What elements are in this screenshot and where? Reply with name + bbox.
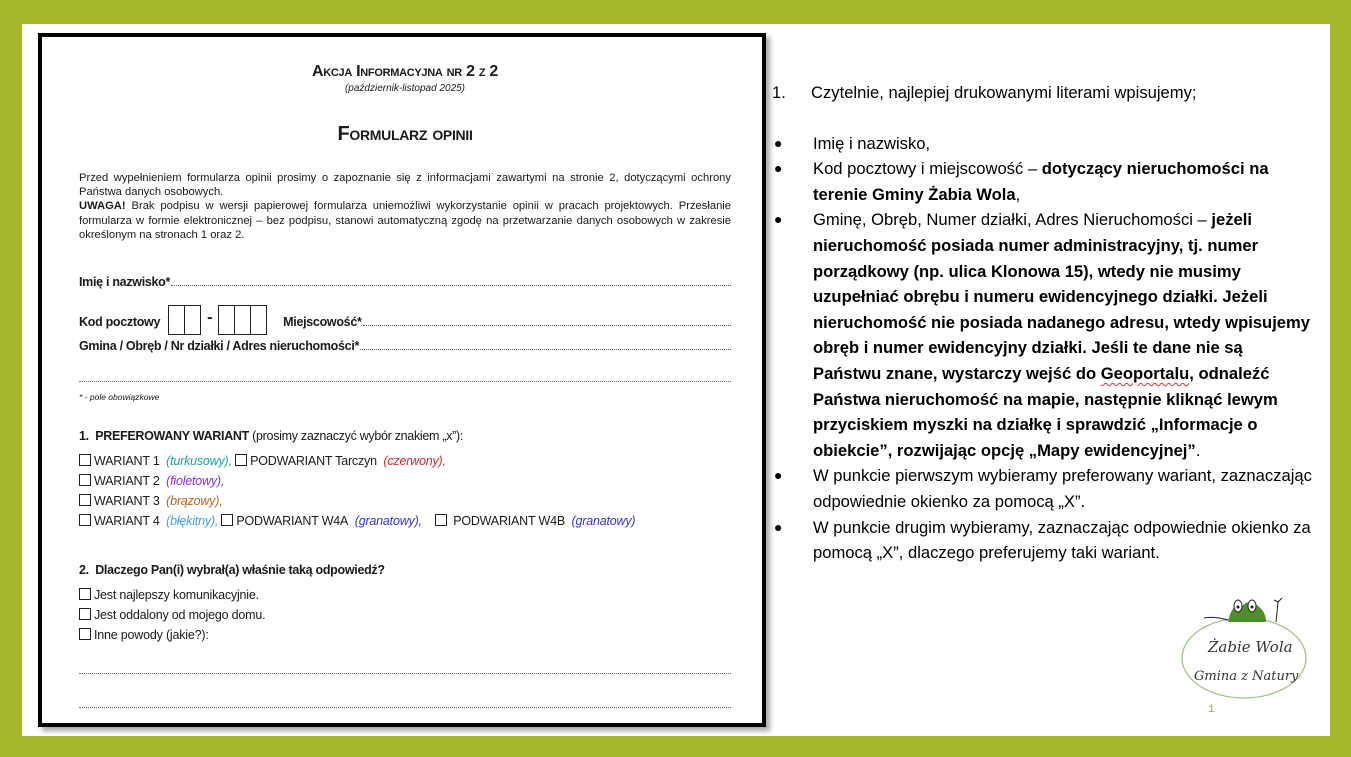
instruction-bullet: ● Kod pocztowy i miejscowość – dotyczący nieruchomości na terenie Gminy Żabia Wola,: [774, 159, 1269, 204]
instructions-text: [772, 80, 1312, 566]
intro-paragraph: Przed wypełnieniem formularza opinii prosimy o zapoznanie się z informacjami zawartymi na stronie 2, dotyczącymi ochrony Państwa danych osobowych.: [79, 172, 731, 199]
q1-options-row-3: WARIANT 3 (brązowy),: [79, 494, 222, 508]
checkbox-wariant-1: [79, 454, 91, 466]
question-1-title: PREFEROWANY WARIANT: [95, 429, 249, 443]
checkbox-podwariant-w4b: [435, 514, 447, 526]
geoportal-word: Geoportalu: [1100, 363, 1190, 383]
q1-options-row-2: WARIANT 2 (fioletowy),: [79, 474, 224, 488]
instruction-bullet: ● Gminę, Obręb, Numer działki, Adres Nieruchomości – jeżeli nieruchomość posiada numer administracyjny, tj. numer porządkowy (np. ulica Klonowa 15), wtedy nie musimy uzupełniać obrębu i numeru ewidencyjnego działki. Jeżeli nieruchomość nie posiada nadanego adresu, wtedy wpisujemy obręb i numer ewidencyjny działki. Jeśli te dane nie są Państwu znane, wystarczy wejść do Geoportalu, odnaleźć Państwa nieruchomość na mapie, następnie kliknąć lewym przyciskiem myszki na działkę i sprawdzić „Informacje o obiekcie”, rozwijając opcję „Mapy ewidencyjnej”.: [774, 210, 1311, 460]
q2-option: Jest oddalony od mojego domu.: [79, 608, 265, 622]
form-title: Formularz opinii: [337, 123, 473, 145]
city-field-label: Miejscowość*: [283, 315, 362, 329]
checkbox-podwariant-w4a: [221, 514, 233, 526]
q1-options-row-4: WARIANT 4 (błękitny), PODWARIANT W4A (granatowy), PODWARIANT W4B (granatowy): [79, 514, 635, 528]
postal-boxes-first: [168, 305, 201, 335]
q2-option: Jest najlepszy komunikacyjnie.: [79, 588, 259, 602]
other-reason-line-2: [79, 707, 731, 708]
checkbox-reason-2: [79, 608, 91, 620]
svg-text:Gmina z Natury: Gmina z Natury: [1194, 669, 1299, 684]
other-reason-line-1: [79, 673, 731, 674]
postal-boxes-second: [218, 305, 267, 335]
warning-text: Brak podpisu w wersji papierowej formularza uniemożliwi wykorzystanie opinii w pracach projektowych. Przesłanie formularza w formie elektronicznej – bez podpisu, stanowi automatyczną zgodę na przetwarzanie danych osobowych w zakresie określonym na stronach 1 oraz 2.: [79, 200, 731, 241]
question-1-heading: 1. PREFEROWANY WARIANT (prosimy zaznaczyć wybór znakiem „x”):: [79, 429, 464, 443]
checkbox-reason-1: [79, 588, 91, 600]
zabia-wola-logo-icon: [1180, 596, 1310, 706]
intro-warning: [79, 199, 731, 242]
checkbox-reason-other: [79, 628, 91, 640]
form-intro: [79, 171, 731, 242]
checkbox-wariant-2: [79, 474, 91, 486]
instruction-bullet: ● Imię i nazwisko,: [774, 133, 931, 153]
city-field-line: [363, 324, 731, 326]
warning-label: UWAGA!: [79, 200, 126, 213]
required-note: * - pole obowiązkowe: [79, 392, 160, 402]
checkbox-wariant-4: [79, 514, 91, 526]
postal-dash: -: [207, 309, 213, 326]
address-field: [79, 339, 731, 353]
svg-text:Żabie Wola: Żabie Wola: [1208, 638, 1293, 656]
q1-options-row-1: WARIANT 1 (turkusowy), PODWARIANT Tarczyn (czerwony),: [79, 454, 446, 468]
instruction-bullet: ● W punkcie drugim wybieramy, zaznaczając odpowiednie okienko za pomocą „X”, dlaczego preferujemy taki wariant.: [774, 517, 1311, 563]
instruction-item-1: 1. Czytelnie, najlepiej drukowanymi literami wpisujemy;: [772, 83, 1197, 102]
name-field: [79, 275, 731, 289]
name-field-label: Imię i nazwisko*: [79, 275, 171, 289]
address-field-line: [360, 348, 731, 350]
address-field-label: Gmina / Obręb / Nr działki / Adres nieruchomości*: [79, 339, 360, 353]
form-header-date: (październik-listopad 2025): [344, 83, 466, 94]
page-number: 1: [1208, 704, 1215, 716]
opinion-form-image: [38, 33, 766, 727]
question-2-title: Dlaczego Pan(i) wybrał(a) właśnie taką odpowiedź?: [95, 563, 385, 577]
question-2-heading: 2. Dlaczego Pan(i) wybrał(a) właśnie taką odpowiedź?: [79, 563, 385, 577]
slide: [22, 24, 1330, 736]
instruction-bullet: ● W punkcie pierwszym wybieramy preferowany wariant, zaznaczając odpowiednie okienko za pomocą „X”.: [774, 466, 1312, 511]
postal-city-field: [79, 305, 731, 329]
q2-option: Inne powody (jakie?):: [79, 628, 209, 642]
address-field-line-2: [79, 381, 731, 382]
name-field-line: [171, 284, 731, 286]
question-1-hint: (prosimy zaznaczyć wybór znakiem „x”):: [249, 429, 464, 443]
checkbox-podwariant-tarczyn: [235, 454, 247, 466]
checkbox-wariant-3: [79, 494, 91, 506]
postal-field-label: Kod pocztowy: [79, 315, 161, 329]
form-header-title: Akcja Informacyjna nr 2 z 2: [311, 63, 499, 80]
